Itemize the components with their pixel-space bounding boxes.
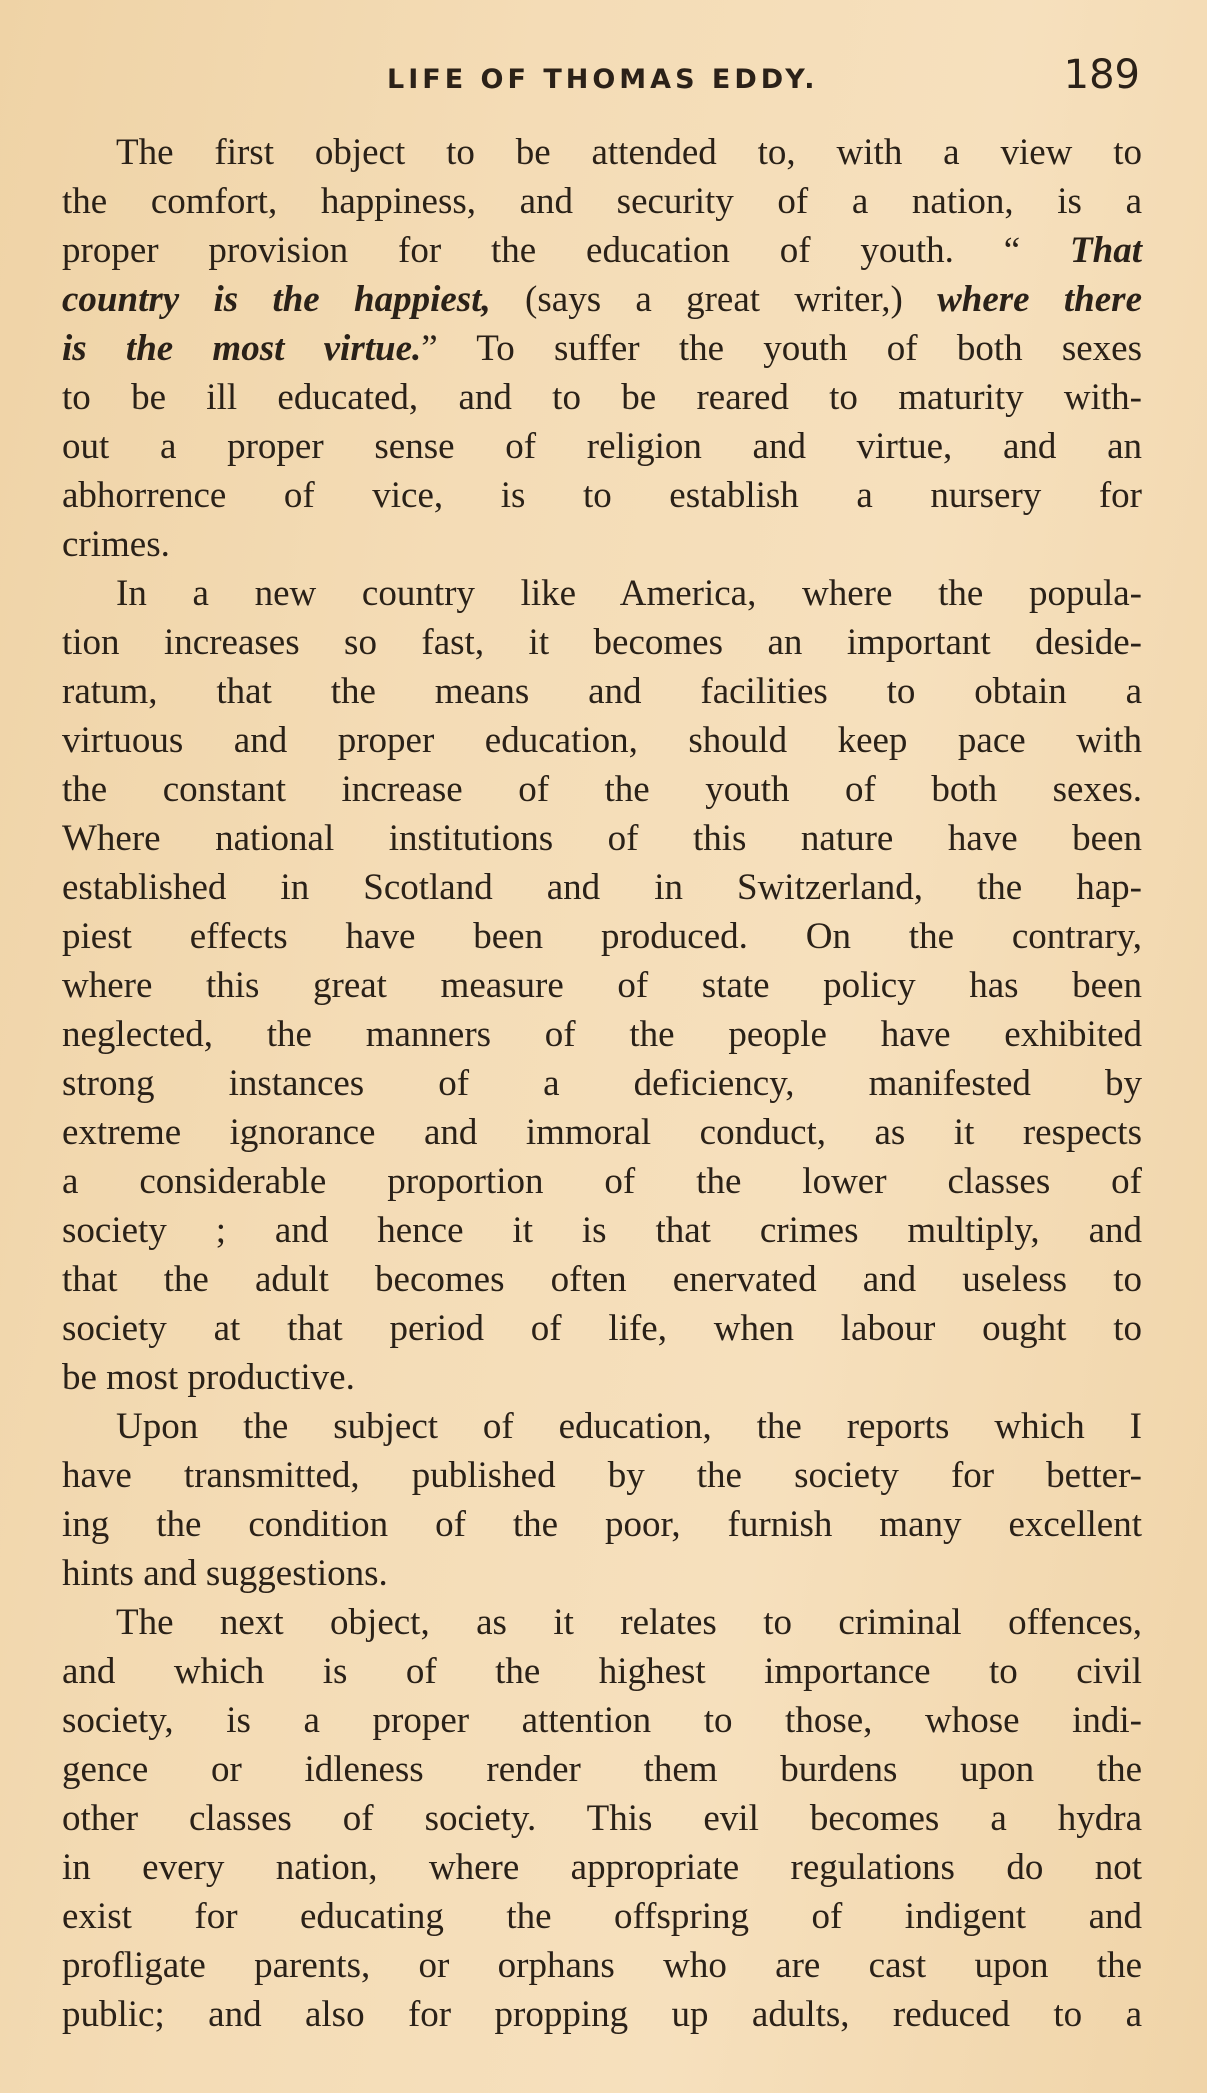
text-segment: in every nation, where appropriate regulations do not: [62, 1847, 1142, 1888]
text-segment: Where national institutions of this nature have been: [62, 818, 1142, 859]
text-line: [62, 814, 1142, 863]
text-segment: ing the condition of the poor, furnish many excellent: [62, 1504, 1142, 1545]
text-line: [62, 275, 1142, 324]
text-segment: The next object, as it relates to criminal offences,: [116, 1602, 1142, 1643]
text-line: [62, 1059, 1142, 1108]
text-segment: that the adult becomes often enervated and useless to: [62, 1259, 1142, 1300]
text-segment: extreme ignorance and immoral conduct, as it respects: [62, 1112, 1142, 1153]
text-line: [62, 1647, 1142, 1696]
text-segment: have transmitted, published by the society for better-: [62, 1455, 1142, 1496]
text-line: [62, 1304, 1142, 1353]
text-segment: The first object to be attended to, with a view to: [116, 132, 1142, 173]
text-segment: neglected, the manners of the people have exhibited: [62, 1014, 1142, 1055]
text-line: [62, 1696, 1142, 1745]
text-line: [62, 1843, 1142, 1892]
text-segment: established in Scotland and in Switzerland, the hap-: [62, 867, 1142, 908]
text-line: [62, 1598, 1142, 1647]
text-line: [62, 1990, 1142, 2039]
text-segment: piest effects have been produced. On the contrary,: [62, 916, 1142, 957]
text-line: [62, 1941, 1142, 1990]
text-line: [62, 1157, 1142, 1206]
text-segment: public; and also for propping up adults, reduced to a: [62, 1994, 1142, 2035]
text-segment: and which is of the highest importance to civil: [62, 1651, 1142, 1692]
text-line: [62, 422, 1142, 471]
text-segment: gence or idleness render them burdens upon the: [62, 1749, 1142, 1790]
text-segment: a considerable proportion of the lower classes of: [62, 1161, 1142, 1202]
text-line: [62, 667, 1142, 716]
text-line: [62, 863, 1142, 912]
text-line: [62, 569, 1142, 618]
text-line: [62, 520, 1142, 569]
text-segment: strong instances of a deficiency, manifested by: [62, 1063, 1142, 1104]
text-line: [62, 1451, 1142, 1500]
text-line: [62, 1549, 1142, 1598]
text-segment: be most productive.: [62, 1357, 355, 1398]
text-segment: the constant increase of the youth of both sexes.: [62, 769, 1142, 810]
text-line: [62, 961, 1142, 1010]
text-segment: virtuous and proper education, should keep pace with: [62, 720, 1142, 761]
text-line: [62, 1206, 1142, 1255]
text-segment: hints and suggestions.: [62, 1553, 388, 1594]
text-segment: other classes of society. This evil becomes a hydra: [62, 1798, 1142, 1839]
text-segment: proper provision for the education of youth. “: [62, 230, 1071, 271]
text-segment: society, is a proper attention to those, whose indi-: [62, 1700, 1142, 1741]
text-line: [62, 324, 1142, 373]
text-line: [62, 912, 1142, 961]
italic-text: is the most virtue.: [62, 328, 422, 369]
text-line: [62, 1745, 1142, 1794]
italic-text: country is the happiest,: [62, 279, 491, 320]
text-segment: exist for educating the offspring of indigent and: [62, 1896, 1142, 1937]
text-line: [62, 226, 1142, 275]
body-text: [62, 128, 1142, 2039]
running-title: LIFE OF THOMAS EDDY.: [387, 64, 819, 95]
text-segment: ” To suffer the youth of both sexes: [421, 328, 1142, 369]
text-segment: society at that period of life, when labour ought to: [62, 1308, 1142, 1349]
text-line: [62, 1794, 1142, 1843]
text-segment: profligate parents, or orphans who are cast upon the: [62, 1945, 1142, 1986]
text-segment: where this great measure of state policy has been: [62, 965, 1142, 1006]
text-line: [62, 1402, 1142, 1451]
text-line: [62, 471, 1142, 520]
italic-text: That: [1070, 230, 1142, 271]
text-line: [62, 1892, 1142, 1941]
text-line: [62, 177, 1142, 226]
text-line: [62, 1500, 1142, 1549]
text-line: [62, 373, 1142, 422]
text-line: [62, 716, 1142, 765]
running-head: [62, 52, 1142, 112]
text-line: [62, 765, 1142, 814]
text-line: [62, 1353, 1142, 1402]
page-number: 189: [1063, 52, 1140, 98]
text-line: [62, 1255, 1142, 1304]
text-line: [62, 1010, 1142, 1059]
text-segment: society ; and hence it is that crimes multiply, and: [62, 1210, 1142, 1251]
italic-text: where there: [937, 279, 1142, 320]
text-segment: tion increases so fast, it becomes an important deside-: [62, 622, 1142, 663]
text-line: [62, 1108, 1142, 1157]
text-segment: (says a great writer,): [490, 279, 938, 320]
text-segment: the comfort, happiness, and security of a nation, is a: [62, 181, 1142, 222]
text-segment: ratum, that the means and facilities to obtain a: [62, 671, 1142, 712]
text-segment: Upon the subject of education, the reports which I: [116, 1406, 1142, 1447]
text-line: [62, 618, 1142, 667]
text-line: [62, 128, 1142, 177]
text-segment: to be ill educated, and to be reared to maturity with-: [62, 377, 1142, 418]
text-segment: crimes.: [62, 524, 170, 565]
text-segment: In a new country like America, where the popula-: [116, 573, 1142, 614]
text-segment: out a proper sense of religion and virtue, and an: [62, 426, 1142, 467]
text-segment: abhorrence of vice, is to establish a nursery for: [62, 475, 1142, 516]
